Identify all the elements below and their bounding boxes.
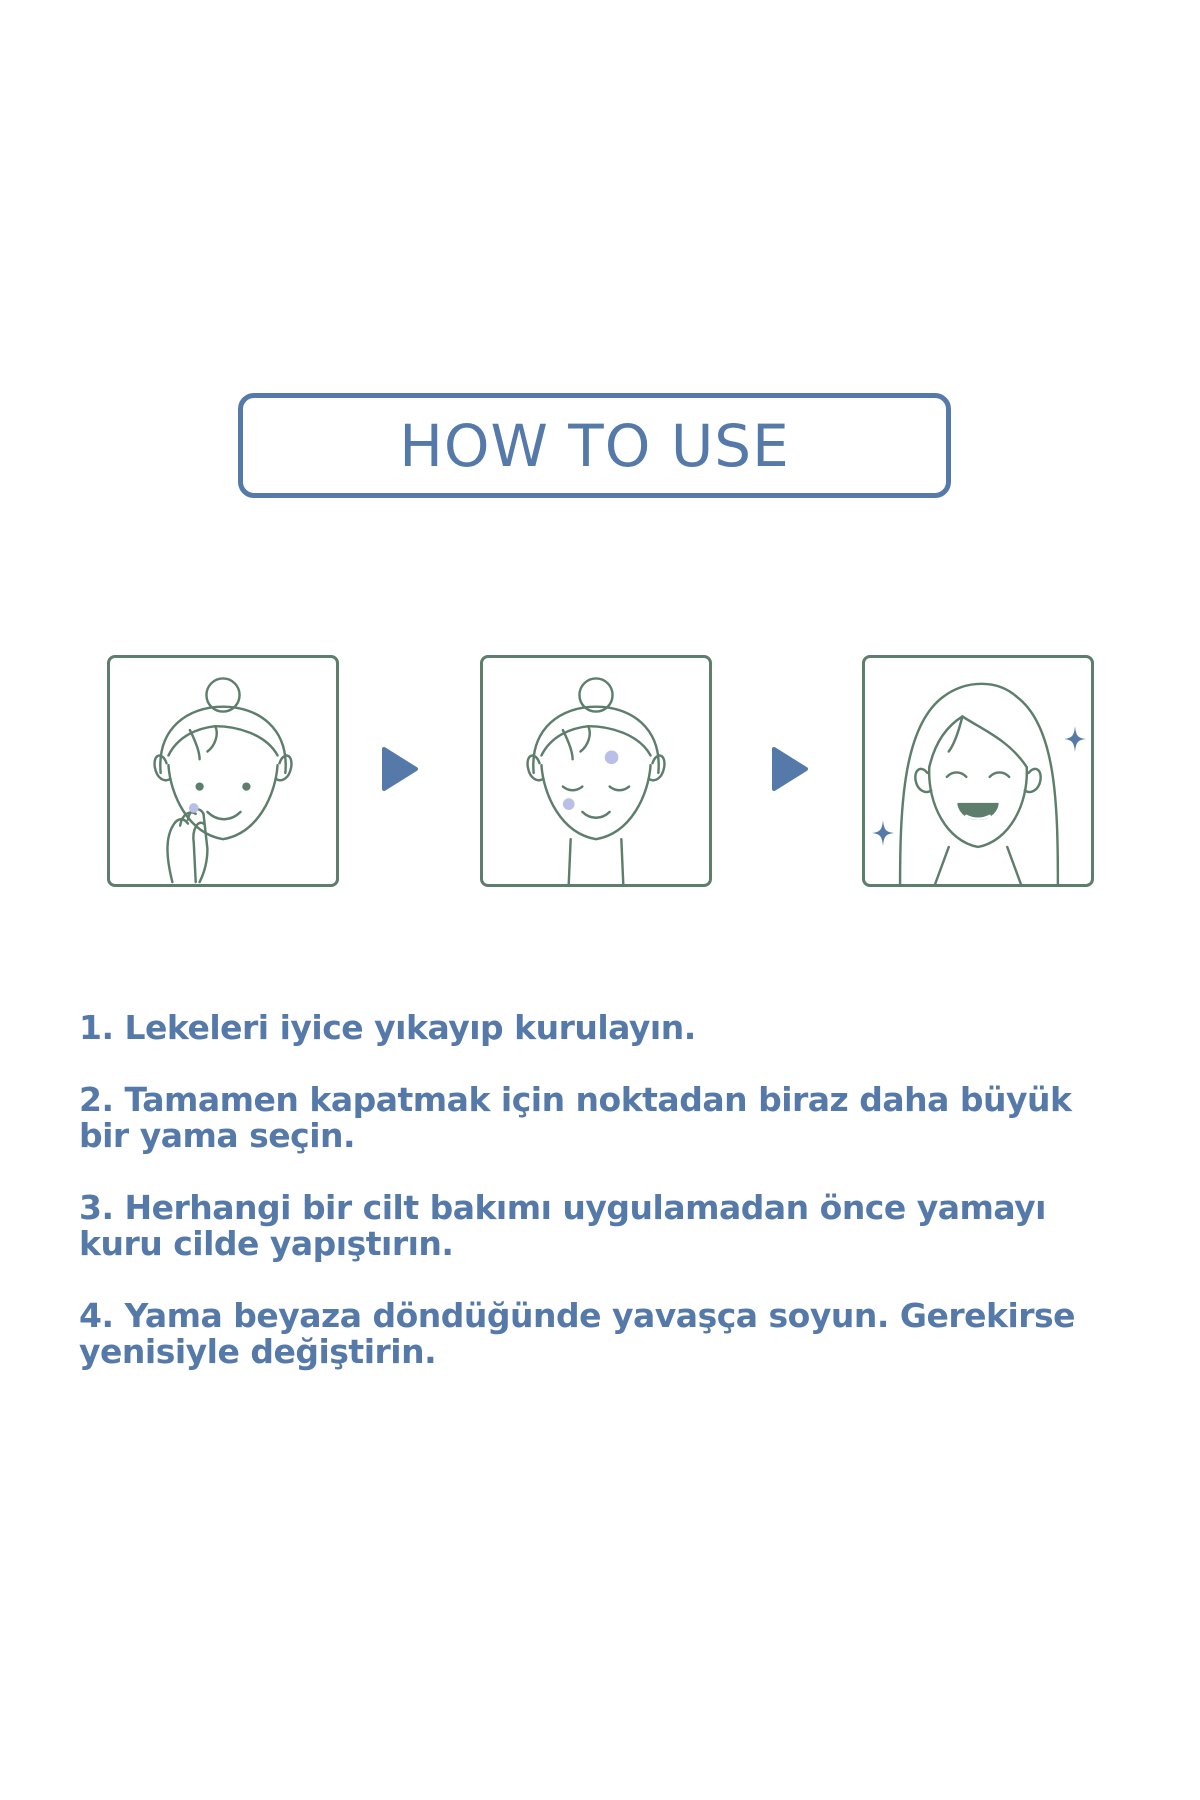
instructions-list [79, 1010, 1119, 1406]
step-2-illustration [480, 655, 712, 887]
smiling-face-clear-skin-icon [865, 658, 1091, 884]
instruction-step-1: 1. Lekeleri iyice yıkayıp kurulayın. [79, 1008, 696, 1047]
play-arrow-icon [770, 745, 810, 793]
page-title: HOW TO USE [399, 411, 790, 480]
play-arrow-icon [380, 745, 420, 793]
instruction-step-3: 3. Herhangi bir cilt bakımı uygulamadan önce yamayı kuru cilde yapıştırın. [79, 1188, 1046, 1263]
instruction-step-4: 4. Yama beyaza döndüğünde yavaşça soyun. Gerekirse yenisiyle değiştirin. [79, 1296, 1076, 1371]
step-3-illustration [862, 655, 1094, 887]
sparkle-icon [872, 820, 894, 846]
face-with-patches-icon [483, 658, 709, 884]
face-applying-patch-icon [110, 658, 336, 884]
instruction-step-2: 2. Tamamen kapatmak için noktadan biraz daha büyük bir yama seçin. [79, 1080, 1072, 1155]
sparkle-icon [1064, 726, 1086, 752]
title-box [238, 393, 951, 498]
step-1-illustration [107, 655, 339, 887]
